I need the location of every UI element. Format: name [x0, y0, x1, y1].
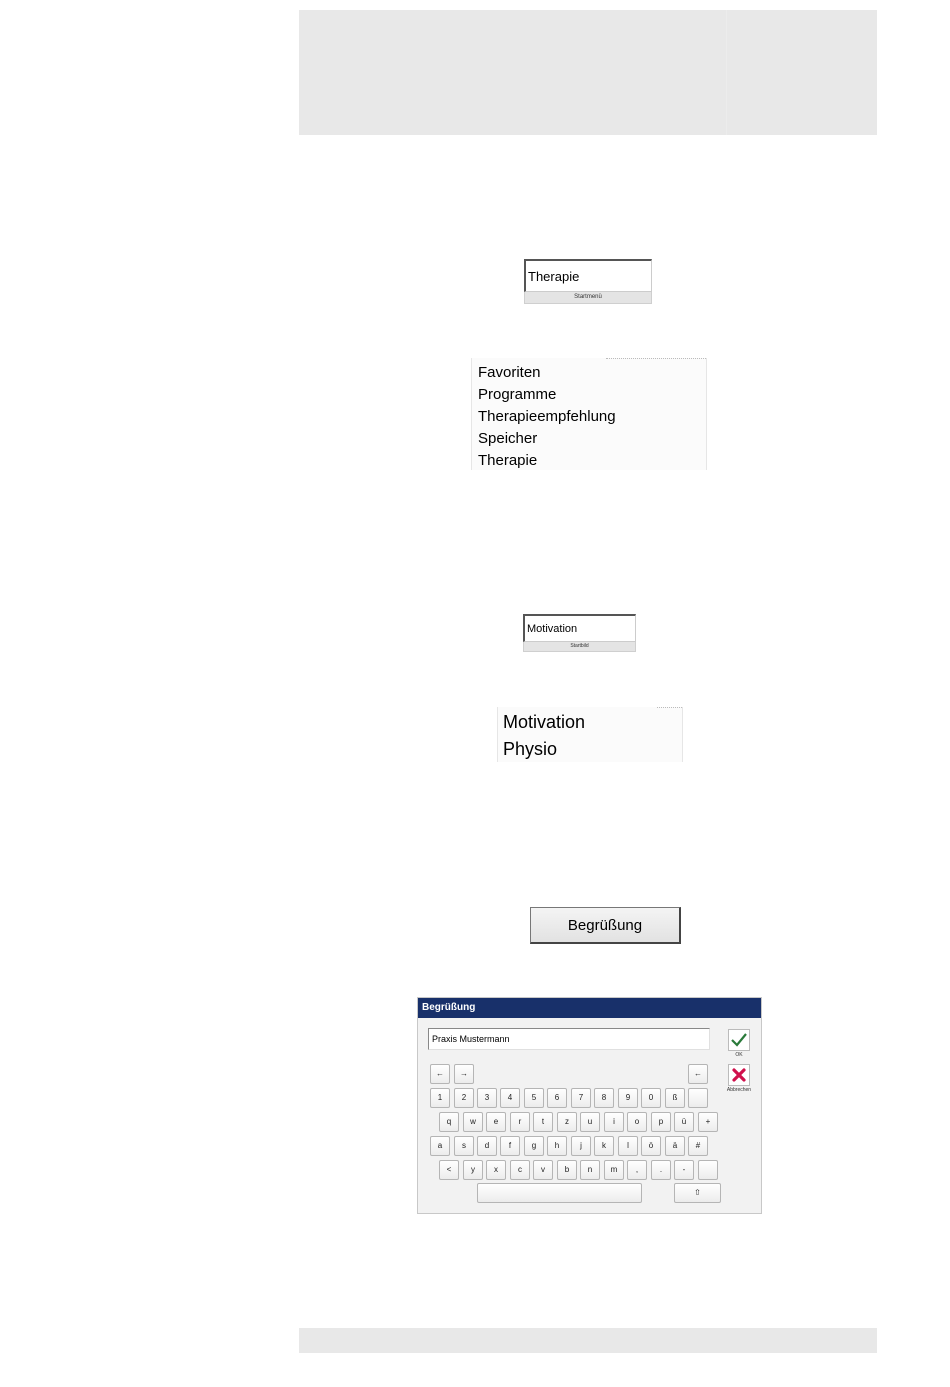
key[interactable]: 3	[477, 1088, 497, 1108]
key[interactable]: ü	[674, 1112, 694, 1132]
key[interactable]: ö	[641, 1136, 661, 1156]
ok-button[interactable]	[728, 1029, 750, 1051]
ok-label: OK	[735, 1052, 743, 1058]
key[interactable]	[688, 1088, 708, 1108]
startbild-field-value: Motivation	[527, 623, 578, 635]
key[interactable]: 8	[594, 1088, 614, 1108]
key[interactable]: r	[510, 1112, 530, 1132]
key[interactable]: d	[477, 1136, 497, 1156]
key[interactable]: .	[651, 1160, 671, 1180]
key[interactable]: l	[618, 1136, 638, 1156]
red-x-icon	[732, 1068, 746, 1082]
key[interactable]: 1	[430, 1088, 450, 1108]
option-therapieempfehlung[interactable]: Therapieempfehlung	[478, 408, 616, 425]
header-divider	[726, 10, 727, 135]
key[interactable]: w	[463, 1112, 483, 1132]
key[interactable]: o	[627, 1112, 647, 1132]
cancel-button[interactable]	[728, 1064, 750, 1086]
key-cursor-left[interactable]: ←	[430, 1064, 450, 1084]
key[interactable]: u	[580, 1112, 600, 1132]
key-shift[interactable]	[674, 1183, 721, 1203]
key[interactable]: h	[547, 1136, 567, 1156]
key[interactable]: n	[580, 1160, 600, 1180]
footer-bar	[299, 1328, 877, 1353]
key[interactable]: ß	[665, 1088, 685, 1108]
startmenu-options-list	[471, 358, 707, 470]
key[interactable]: 2	[454, 1088, 474, 1108]
key-cursor-right[interactable]: →	[454, 1064, 474, 1084]
key[interactable]: <	[439, 1160, 459, 1180]
key[interactable]: a	[430, 1136, 450, 1156]
startmenu-field-caption: Startmenü	[524, 292, 652, 304]
startbild-field[interactable]	[523, 614, 636, 642]
key[interactable]: m	[604, 1160, 624, 1180]
key[interactable]: g	[524, 1136, 544, 1156]
startmenu-field[interactable]	[524, 259, 652, 292]
option-speicher[interactable]: Speicher	[478, 430, 538, 447]
key[interactable]: j	[571, 1136, 591, 1156]
key[interactable]: -	[674, 1160, 694, 1180]
keyboard-dialog	[417, 997, 762, 1214]
key[interactable]	[698, 1160, 718, 1180]
key[interactable]: ä	[665, 1136, 685, 1156]
key[interactable]: c	[510, 1160, 530, 1180]
key[interactable]: 6	[547, 1088, 567, 1108]
option-therapie[interactable]: Therapie	[478, 452, 538, 469]
key[interactable]: x	[486, 1160, 506, 1180]
key[interactable]: f	[500, 1136, 520, 1156]
key-backspace[interactable]: ←	[688, 1064, 708, 1084]
greeting-button[interactable]: Begrüßung	[530, 907, 681, 944]
option-favoriten[interactable]: Favoriten	[478, 364, 541, 381]
key[interactable]: ,	[627, 1160, 647, 1180]
key[interactable]: #	[688, 1136, 708, 1156]
key[interactable]: 0	[641, 1088, 661, 1108]
key[interactable]: 4	[500, 1088, 520, 1108]
checkmark-icon	[731, 1033, 747, 1047]
key[interactable]: q	[439, 1112, 459, 1132]
header-bar	[299, 10, 877, 135]
key[interactable]: t	[533, 1112, 553, 1132]
key[interactable]: z	[557, 1112, 577, 1132]
key[interactable]: e	[486, 1112, 506, 1132]
startbild-options-list	[497, 707, 683, 762]
option-physio[interactable]: Physio	[503, 739, 558, 759]
key[interactable]: i	[604, 1112, 624, 1132]
key[interactable]: 9	[618, 1088, 638, 1108]
cancel-label: Abbrechen	[726, 1087, 752, 1093]
key[interactable]: v	[533, 1160, 553, 1180]
greeting-text-input[interactable]: Praxis Mustermann	[428, 1028, 710, 1050]
key[interactable]: p	[651, 1112, 671, 1132]
option-motivation[interactable]: Motivation	[503, 712, 586, 732]
key[interactable]: +	[698, 1112, 718, 1132]
key[interactable]: k	[594, 1136, 614, 1156]
key-space[interactable]	[477, 1183, 642, 1203]
shift-arrow-icon: ⇧	[694, 1188, 701, 1197]
dialog-title: Begrüßung	[418, 998, 761, 1018]
key[interactable]: 7	[571, 1088, 591, 1108]
key[interactable]: y	[463, 1160, 483, 1180]
key[interactable]: b	[557, 1160, 577, 1180]
startbild-field-caption: Startbild	[523, 642, 636, 652]
startmenu-field-value: Therapie	[528, 269, 580, 284]
option-programme[interactable]: Programme	[478, 386, 557, 403]
key[interactable]: 5	[524, 1088, 544, 1108]
key[interactable]: s	[454, 1136, 474, 1156]
